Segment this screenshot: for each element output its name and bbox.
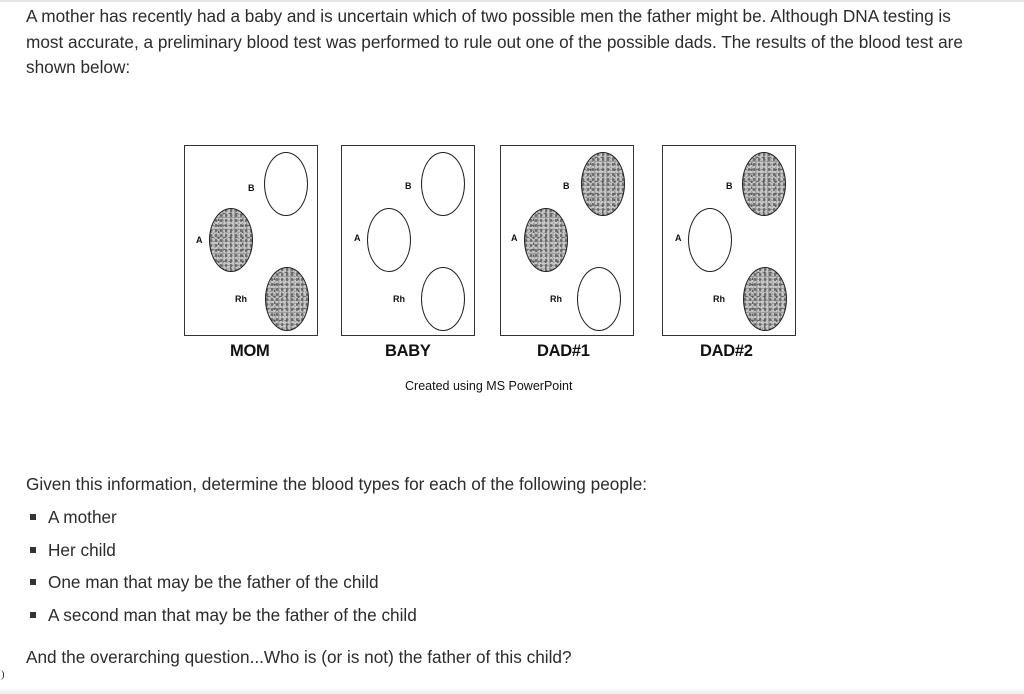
well-b [742,152,786,216]
bullet-square-icon [30,514,36,520]
label-rh: Rh [235,294,247,304]
intro-paragraph: A mother has recently had a baby and is uncertain which of two possible men the father might be. Although DNA testing is most accurate, a preliminary blood test was performed to rule out one of the possible dads. The results of the blood test are shown below: [26,6,963,77]
label-dad1: DAD#1 [537,342,590,360]
label-b: B [405,181,412,191]
label-a: A [354,233,361,243]
list-item [26,538,417,571]
closing-question: And the overarching question...Who is (or is not) the father of this child? [26,647,572,667]
blood-card-dad1 [500,145,634,336]
well-a [209,208,253,272]
people-list [26,505,417,635]
list-item [26,505,417,538]
label-mom: MOM [230,342,270,360]
well-b [421,152,465,216]
figure-caption: Created using MS PowerPoint [405,379,573,393]
bottom-shadow [0,688,1024,694]
list-item-text: A second man that may be the father of the child [48,604,417,625]
bullet-square-icon [30,612,36,618]
label-b: B [563,181,570,191]
well-rh [421,267,465,331]
label-a: A [196,235,203,245]
well-rh [265,267,309,331]
question-text: Given this information, determine the blood types for each of the following people: [26,474,648,494]
well-a [367,208,411,272]
label-dad2: DAD#2 [700,342,753,360]
label-baby: BABY [385,342,431,360]
well-a [524,208,568,272]
label-b: B [248,183,255,193]
list-item-text: A mother [48,507,117,527]
list-item [26,603,417,636]
well-b [581,152,625,216]
well-b [264,152,308,216]
label-b: B [726,181,733,191]
well-rh [743,267,787,331]
blood-card-mom [184,145,318,336]
blood-card-baby [341,145,475,336]
bullet-square-icon [30,579,36,585]
label-rh: Rh [713,294,725,304]
well-a [688,208,732,272]
label-rh: Rh [550,294,562,304]
list-item-text: One man that may be the father of the child [48,572,379,592]
blood-card-dad2 [662,145,796,336]
list-item-text: Her child [48,539,116,560]
label-a: A [511,233,518,243]
edge-bracket-icon [0,670,4,680]
bullet-square-icon [30,547,36,553]
label-a: A [675,233,682,243]
label-rh: Rh [393,294,405,304]
list-item [26,570,417,603]
well-rh [577,267,621,331]
